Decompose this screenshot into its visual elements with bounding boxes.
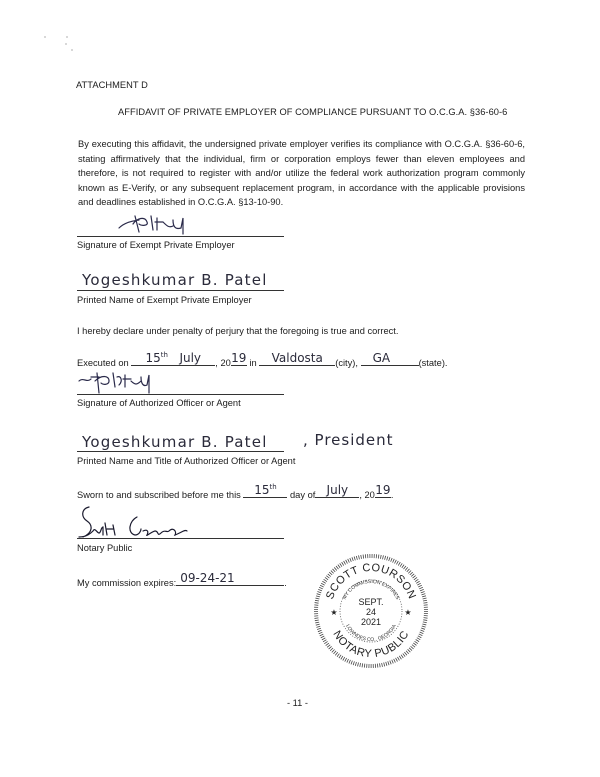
- sworn-line: [77, 484, 393, 501]
- employer-name-line: [77, 290, 284, 291]
- day-of-label: day of: [290, 490, 316, 500]
- officer-signature-field: [77, 369, 287, 393]
- officer-signature-caption: Signature of Authorized Officer or Agent: [77, 398, 241, 408]
- svg-text:MY COMMISSION EXPIRES: MY COMMISSION EXPIRES: [341, 578, 401, 601]
- commission-date-field: [176, 572, 284, 586]
- sworn-month-field: [315, 484, 359, 498]
- sworn-month: July: [326, 483, 349, 497]
- svg-text:★: ★: [404, 608, 412, 617]
- scan-speck: [66, 36, 68, 38]
- executed-on-line: [77, 352, 448, 369]
- svg-text:24: 24: [365, 607, 377, 617]
- body-paragraph: By executing this affidavit, the undersigned private employer verifies its compliance with O.C.G.A. §36-60-6, stating affirmatively that the individual, firm or corporation employs fewer than eleven employees and therefore, is not required to register with and/or utilize the federal work authorization program commonly known as E-Verify, or any subsequent replacement program, in accordance with the applicable provisions and deadlines established in O.C.G.A. §13-10-90.: [78, 139, 525, 208]
- scan-speck: [71, 49, 73, 51]
- state-label: (state).: [418, 358, 448, 368]
- notary-seal-icon: [313, 553, 429, 669]
- svg-text:SCOTT COURSON: SCOTT COURSON: [324, 561, 418, 601]
- svg-text:NOTARY PUBLIC: NOTARY PUBLIC: [330, 628, 412, 661]
- executed-day-suffix: th: [160, 351, 168, 359]
- executed-on-label: Executed on: [77, 358, 129, 368]
- sworn-day-field: [243, 484, 287, 498]
- svg-text:LOWNDES CO., GEORGIA: LOWNDES CO., GEORGIA: [344, 623, 398, 644]
- officer-title: , President: [303, 431, 394, 449]
- sworn-year: 19: [375, 483, 391, 497]
- sworn-year-prefix: , 20: [359, 490, 375, 500]
- employer-printed-name: Yogeshkumar B. Patel: [82, 271, 268, 289]
- executed-city: Valdosta: [271, 351, 323, 365]
- scan-speck: [44, 36, 46, 38]
- notary-signature-line: [77, 538, 284, 539]
- notary-seal: [313, 553, 429, 669]
- employer-name-caption: Printed Name of Exempt Private Employer: [77, 295, 252, 305]
- commission-line: [77, 572, 287, 589]
- year-prefix: , 20: [215, 358, 231, 368]
- city-field: [259, 352, 335, 366]
- commission-date: 09-24-21: [180, 571, 235, 585]
- officer-printed-name: Yogeshkumar B. Patel: [82, 433, 268, 451]
- in-label: in: [249, 358, 257, 368]
- page-number: - 11 -: [287, 698, 309, 708]
- executed-day: 15: [145, 351, 161, 365]
- document-title: AFFIDAVIT OF PRIVATE EMPLOYER OF COMPLIANCE PURSUANT TO O.C.G.A. §36-60-6: [118, 107, 508, 117]
- sworn-label: Sworn to and subscribed before me this: [77, 490, 241, 500]
- city-label: (city),: [335, 358, 358, 368]
- employer-signature-caption: Signature of Exempt Private Employer: [77, 240, 235, 250]
- employer-signature-field: [77, 212, 287, 236]
- sworn-year-field: [375, 484, 391, 498]
- handwritten-signature-icon: [77, 212, 287, 236]
- officer-name-line: [77, 451, 284, 452]
- handwritten-signature-icon: [77, 369, 287, 395]
- notary-signature-icon: [77, 503, 287, 541]
- officer-name-caption: Printed Name and Title of Authorized Officer or Agent: [77, 456, 296, 466]
- commission-label: My commission expires:: [77, 578, 177, 588]
- svg-text:SEPT.: SEPT.: [358, 597, 384, 607]
- executed-state: GA: [372, 351, 391, 365]
- perjury-statement: I hereby declare under penalty of perjury that the foregoing is true and correct.: [77, 326, 399, 336]
- attachment-label: ATTACHMENT D: [76, 80, 148, 90]
- state-field: [361, 352, 419, 366]
- sworn-day-suffix: th: [269, 483, 277, 491]
- notary-caption: Notary Public: [77, 543, 133, 553]
- notary-signature-field: [77, 503, 287, 539]
- executed-year-field: [231, 352, 247, 366]
- svg-text:2021: 2021: [360, 617, 382, 627]
- executed-month: July: [179, 351, 202, 365]
- sworn-day: 15: [254, 483, 270, 497]
- commission-end: .: [284, 578, 287, 588]
- scan-speck: [65, 43, 67, 45]
- executed-date-field: [131, 352, 215, 366]
- employer-signature-line: [77, 236, 284, 237]
- sworn-end: .: [390, 490, 394, 500]
- svg-text:★: ★: [330, 608, 338, 617]
- officer-signature-line: [77, 394, 284, 395]
- executed-year: 19: [231, 351, 247, 365]
